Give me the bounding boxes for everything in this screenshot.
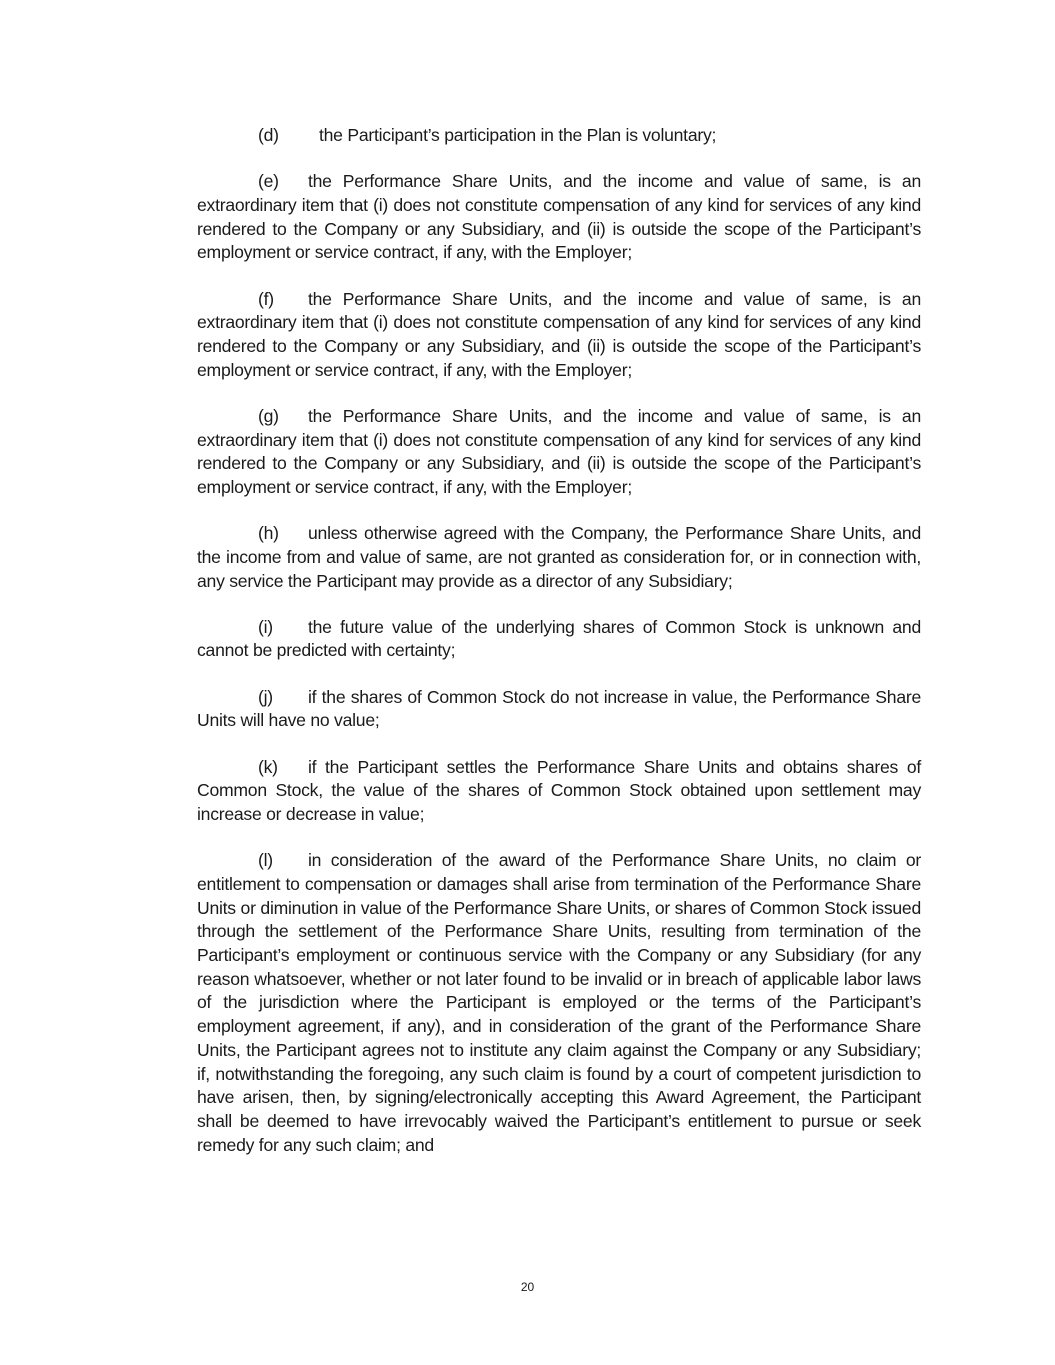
clause-g: [197, 405, 921, 500]
clause-f: [197, 288, 921, 383]
clause-text: the Performance Share Units, and the income and value of same, is an extraordinary item that (i) does not constitute compensation of any kind for services of any kind rendered to the Company or any Subsidiary, and (ii) is outside the scope of the Participant’s employment or service contract, if any, with the Employer;: [197, 171, 921, 263]
clause-k: [197, 756, 921, 827]
document-body: [197, 124, 921, 1180]
clause-text: if the Participant settles the Performance Share Units and obtains shares of Common Stock, the value of the shares of Common Stock obtained upon settlement may increase or decrease in value;: [197, 756, 921, 824]
clause-text: the Performance Share Units, and the income and value of same, is an extraordinary item that (i) does not constitute compensation of any kind for services of any kind rendered to the Company or any Subsidiary, and (ii) is outside the scope of the Participant’s employment or service contract, if any, with the Employer;: [197, 405, 921, 497]
clause-text: in consideration of the award of the Performance Share Units, no claim or entitlement to compensation or damages shall arise from termination of the Performance Share Units or diminution in value of the Performance Share Units, or shares of Common Stock issued through the settlement of the Performance Share Units, resulting from termination of the Participant’s employment or continuous service with the Company or any Subsidiary (for any reason whatsoever, whether or not later found to be invalid or in breach of applicable labor laws of the jurisdiction where the Participant is employed or the terms of the Participant’s employment agreement, if any), and in consideration of the grant of the Performance Share Units, the Participant agrees not to institute any claim against the Company or any Subsidiary; if, notwithstanding the foregoing, any such claim is found by a court of competent jurisdiction to have arisen, then, by signing/electronically accepting this Award Agreement, the Participant shall be deemed to have irrevocably waived the Participant’s entitlement to pursue or seek remedy for any such claim; and: [197, 850, 921, 1155]
page-number: 20: [520, 1280, 535, 1294]
clause-text: if the shares of Common Stock do not increase in value, the Performance Share Units will have no value;: [197, 686, 921, 731]
clause-marker: (h): [258, 523, 279, 544]
clause-text: unless otherwise agreed with the Company, the Performance Share Units, and the income from and value of same, are not granted as consideration for, or in connection with, any service the Participant may provide as a director of any Subsidiary;: [197, 523, 921, 591]
clause-i: [197, 616, 921, 663]
clause-marker: (g): [258, 405, 279, 426]
clause-marker: (i): [258, 616, 273, 637]
clause-text: the Participant’s participation in the Plan is voluntary;: [319, 125, 717, 145]
clause-h: [197, 522, 921, 593]
clause-marker: (k): [258, 756, 278, 777]
clause-marker: (j): [258, 686, 273, 707]
clause-marker: (e): [258, 171, 279, 192]
clause-j: [197, 686, 921, 733]
clause-l: [197, 849, 921, 1157]
clause-text: the future value of the underlying shares of Common Stock is unknown and cannot be predicted with certainty;: [197, 616, 921, 661]
clause-marker: (f): [258, 288, 274, 309]
clause-marker: (l): [258, 850, 273, 871]
clause-d: [197, 124, 921, 148]
clause-text: the Performance Share Units, and the income and value of same, is an extraordinary item that (i) does not constitute compensation of any kind for services of any kind rendered to the Company or any Subsidiary, and (ii) is outside the scope of the Participant’s employment or service contract, if any, with the Employer;: [197, 288, 921, 380]
clause-e: [197, 170, 921, 265]
clause-marker: (d): [258, 125, 279, 145]
